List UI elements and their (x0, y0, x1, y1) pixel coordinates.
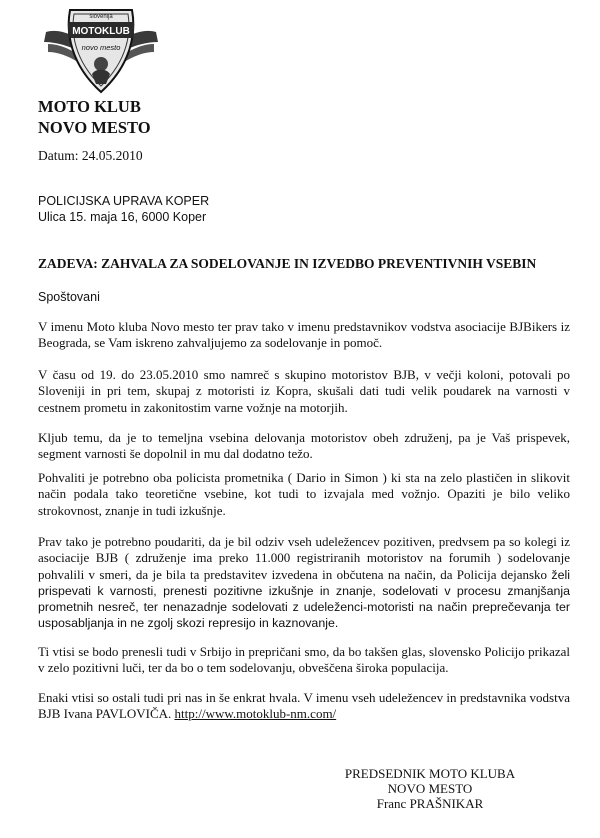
recipient-address: Ulica 15. maja 16, 6000 Koper (38, 210, 207, 224)
logo-sub: novo mesto (81, 43, 121, 52)
signature-name: Franc PRAŠNIKAR (376, 796, 484, 811)
paragraph-6: Ti vtisi se bodo prenesli tudi v Srbijo in prepričani smo, da bo takšen glas, slovensko Policijo prikazal v zelo pozitivni luči, ter da bo o tem sodelovanju, obveščena široka populacija. (38, 644, 570, 676)
recipient-name: POLICIJSKA UPRAVA KOPER (38, 194, 210, 208)
org-line-2: NOVO MESTO (38, 118, 151, 137)
letter-date: Datum: 24.05.2010 (38, 148, 143, 163)
logo-name: MOTOKLUB (72, 26, 130, 37)
signature-block (300, 766, 560, 811)
paragraph-7-text: Enaki vtisi so ostali tudi pri nas in še enkrat hvala. V imenu vseh udeležencev in predstavnika vodstva BJB Ivana PAVLOVIČA. (38, 690, 570, 722)
paragraph-4: Pohvaliti je potrebno oba policista prometnika ( Dario in Simon ) ki sta na zelo plastičen in slikovit način podala tako teoretične vsebine, kot tudi to izvajala med vožnjo. Opaziti je bilo veliko strokovnost, znanje in tudi izkušnje. (38, 470, 570, 518)
letter-subject: ZADEVA: ZAHVALA ZA SODELOVANJE IN IZVEDBO PREVENTIVNIH VSEBIN (38, 256, 537, 271)
signature-title: PREDSEDNIK MOTO KLUBA (344, 766, 516, 781)
paragraph-5 (38, 534, 570, 632)
paragraph-2: V času od 19. do 23.05.2010 smo namreč s skupino motoristov BJB, v večji koloni, potovali po Sloveniji in pri tem, skupaj z motoristi iz Kopra, skušali dati tudi velik poudarek na varnosti v cestnem prometu in zakonitostim varne vožnje na motorjih. (38, 367, 570, 415)
paragraph-3: Kljub temu, da je to temeljna vsebina delovanja motoristov obeh združenj, pa je Vaš prispevek, segment varnosti še dopolnil in mu dal dodatno težo. (38, 430, 570, 462)
org-line-1: MOTO KLUB (38, 97, 141, 116)
moto-klub-logo (40, 2, 162, 98)
paragraph-7 (38, 690, 570, 723)
salutation: Spoštovani (38, 290, 100, 304)
paragraph-5-part-b: želi prispevati k varnosti, prenesti pozitivne izkušnje in znanje, sodelovati v procesu zmanjšanja prometnih nesreč, ter nenazadnje sodelovati z udeleženci-motoristi na način preprečevanja ter usposabljanja in ne zgolj skozi represijo in kaznovanje. (38, 567, 570, 631)
recipient-block (38, 193, 209, 225)
paragraph-5-part-a: Prav tako je potrebno poudariti, da je bil odziv vseh udeležencev pozitiven, predvsem pa so kolegi iz asociacije BJB ( združenje ima preko 11.000 registriranih motoristov na forumih ) sodelovanje pohvalili v smeri, da je bila ta predstavitev izvedena in občutena na način, da Policija dejansko (38, 534, 570, 582)
website-link[interactable]: http://www.motoklub-nm.com/ (174, 706, 337, 722)
paragraph-1: V imenu Moto kluba Novo mesto ter prav tako v imenu predstavnikov vodstva asociacije BJBikers iz Beograda, se Vam iskreno zahvaljujemo za sodelovanje in pomoč. (38, 319, 570, 351)
logo-top-text: slovenija (89, 14, 113, 20)
signature-city: NOVO MESTO (387, 781, 473, 796)
organization-name (38, 96, 151, 138)
